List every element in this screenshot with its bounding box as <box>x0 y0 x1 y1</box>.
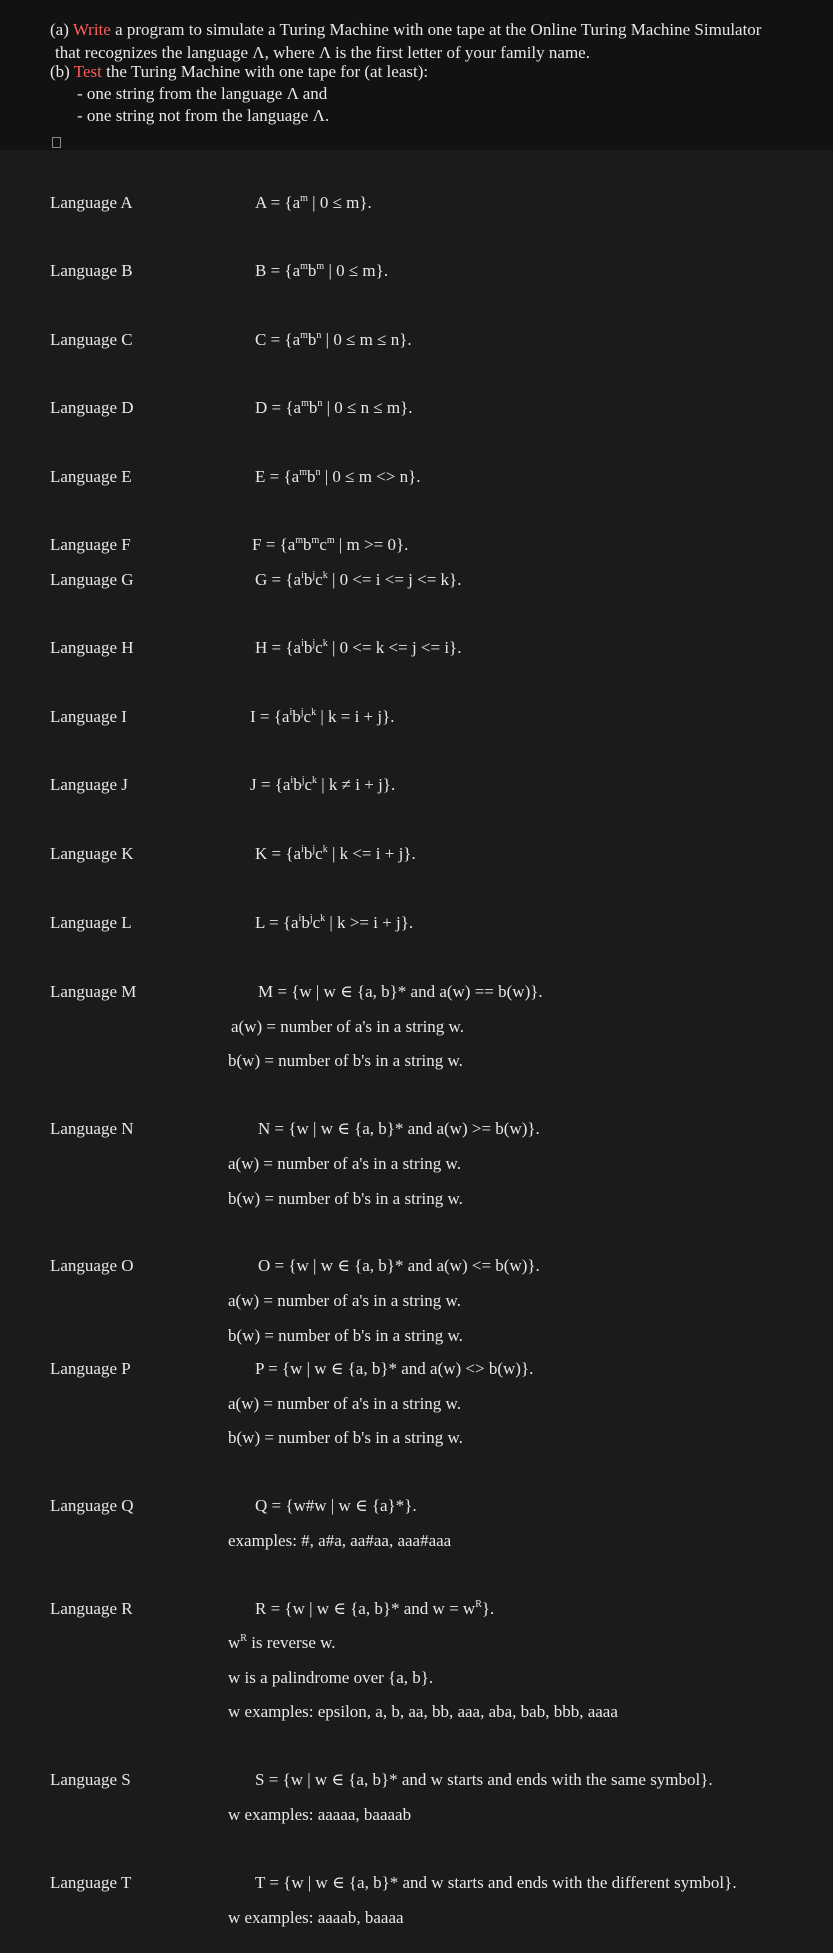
language-a-name: Language A <box>50 193 133 212</box>
language-n-note-1: a(w) = number of a's in a string w. <box>228 1154 461 1173</box>
intro-line-5: - one string not from the language Λ. <box>77 106 330 125</box>
language-i-name: Language I <box>50 707 127 726</box>
checkbox[interactable] <box>52 137 61 148</box>
intro-line-2: that recognizes the language Λ, where Λ is the first letter of your family name. <box>55 43 590 62</box>
language-l-definition: $L = \{a^ib^jc^k$ | k >= i + j}. <box>255 913 414 932</box>
language-m-name: Language M <box>50 982 137 1001</box>
language-k-definition: $K = \{a^ib^jc^k$ | k <= i + j}. <box>255 844 416 863</box>
language-e-name: Language E <box>50 467 132 486</box>
language-r-name: Language R <box>50 1599 133 1618</box>
language-h-definition: $H = \{a^ib^jc^k$ | 0 <= k <= j <= i}. <box>255 638 462 657</box>
language-b-definition: $B = \{a^mb^m$ | 0 ≤ m}. <box>255 261 389 280</box>
language-o-note-1: a(w) = number of a's in a string w. <box>228 1291 461 1310</box>
language-m-note-2: b(w) = number of b's in a string w. <box>228 1051 463 1070</box>
language-g-name: Language G <box>50 570 134 589</box>
language-m-definition: M = {w | w ∈ {a, b}* and a(w) == b(w)}. <box>258 982 543 1001</box>
language-b-name: Language B <box>50 261 133 280</box>
language-n-definition: N = {w | w ∈ {a, b}* and a(w) >= b(w)}. <box>258 1119 540 1138</box>
language-d-name: Language D <box>50 398 134 417</box>
language-s-name: Language S <box>50 1770 131 1789</box>
language-o-definition: O = {w | w ∈ {a, b}* and a(w) <= b(w)}. <box>258 1256 540 1275</box>
language-c-definition: $C = \{a^mb^n$ | 0 ≤ m ≤ n}. <box>255 330 412 349</box>
language-d-definition: $D = \{a^mb^n$ | 0 ≤ n ≤ m}. <box>255 398 413 417</box>
language-e-definition: $E = \{a^mb^n$ | 0 ≤ m <> n}. <box>255 467 421 486</box>
language-p-note-1: a(w) = number of a's in a string w. <box>228 1394 461 1413</box>
language-f-definition: $F = \{a^mb^mc^m$ | m >= 0}. <box>252 535 409 554</box>
language-o-name: Language O <box>50 1256 134 1275</box>
language-n-note-2: b(w) = number of b's in a string w. <box>228 1189 463 1208</box>
language-m-note-1: a(w) = number of a's in a string w. <box>231 1017 464 1036</box>
intro-line-1: (a) Write a program to simulate a Turing Machine with one tape at the Online Turing Machine Simulator <box>50 20 762 39</box>
language-t-name: Language T <box>50 1873 132 1892</box>
language-n-name: Language N <box>50 1119 134 1138</box>
language-p-name: Language P <box>50 1359 131 1378</box>
language-k-name: Language K <box>50 844 134 863</box>
language-a-definition: $A = \{a^m$ | 0 ≤ m}. <box>255 193 372 212</box>
intro-line-3: (b) Test the Turing Machine with one tape for (at least): <box>50 62 429 81</box>
language-c-name: Language C <box>50 330 133 349</box>
language-t-examples: w examples: aaaab, baaaa <box>228 1908 404 1927</box>
language-h-name: Language H <box>50 638 134 657</box>
language-r-reverse-note: $w^R$ is reverse w. <box>228 1633 336 1652</box>
language-r-note-1: w is a palindrome over {a, b}. <box>228 1668 434 1687</box>
language-p-note-2: b(w) = number of b's in a string w. <box>228 1428 463 1447</box>
language-t-definition: T = {w | w ∈ {a, b}* and w starts and ends with the different symbol}. <box>255 1873 737 1892</box>
language-q-examples: examples: #, a#a, aa#aa, aaa#aaa <box>228 1531 452 1550</box>
language-q-definition: Q = {w#w | w ∈ {a}*}. <box>255 1496 417 1515</box>
language-q-name: Language Q <box>50 1496 134 1515</box>
language-s-definition: S = {w | w ∈ {a, b}* and w starts and ends with the same symbol}. <box>255 1770 713 1789</box>
language-i-definition: $I = \{a^ib^jc^k$ | k = i + j}. <box>250 707 395 726</box>
language-g-definition: $G = \{a^ib^jc^k$ | 0 <= i <= j <= k}. <box>255 570 462 589</box>
write-link[interactable]: Write <box>72 20 111 39</box>
language-l-name: Language L <box>50 913 132 932</box>
language-p-definition: P = {w | w ∈ {a, b}* and a(w) <> b(w)}. <box>255 1359 534 1378</box>
language-j-name: Language J <box>50 775 128 794</box>
test-link[interactable]: Test <box>73 62 102 81</box>
language-r-definition: R = {w | w ∈ {a, b}* and $w = w^R$}. <box>255 1599 495 1618</box>
language-r-examples: w examples: epsilon, a, b, aa, bb, aaa, aba, bab, bbb, aaaa <box>228 1702 618 1721</box>
intro-line-4: - one string from the language Λ and <box>77 84 328 103</box>
language-f-name: Language F <box>50 535 131 554</box>
language-j-definition: $J = \{a^ib^jc^k$ | k ≠ i + j}. <box>250 775 396 794</box>
language-s-examples: w examples: aaaaa, baaaab <box>228 1805 412 1824</box>
language-o-note-2: b(w) = number of b's in a string w. <box>228 1326 463 1345</box>
